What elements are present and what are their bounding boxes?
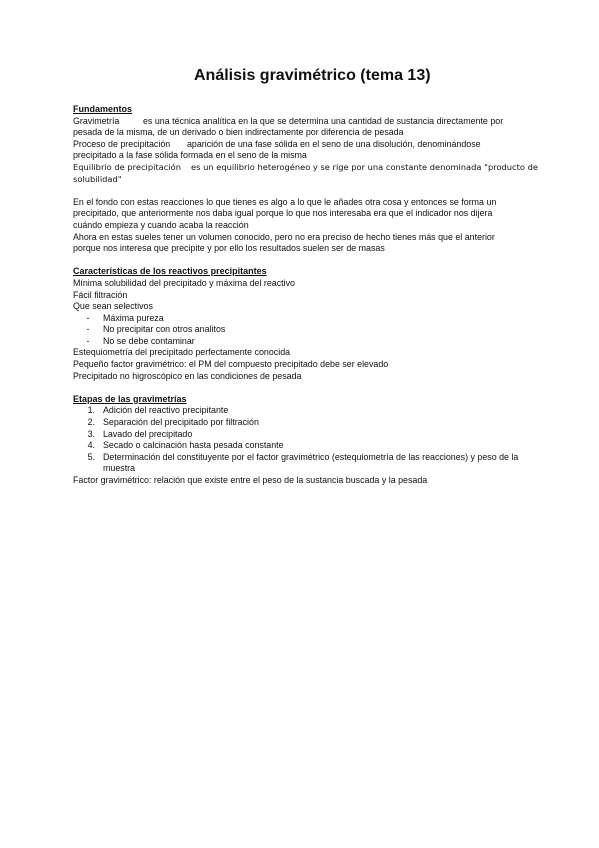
- list-item: [73, 417, 535, 429]
- section-heading-fundamentos: Fundamentos: [73, 104, 133, 114]
- text-line: Estequiometría del precipitado perfectamente conocida: [73, 347, 291, 358]
- text-line: Fácil filtración: [73, 289, 128, 300]
- definition-text: es un equilibrio heterogéneo y se rige por una constante denominada "producto de: [191, 161, 538, 172]
- definition-text: aparición de una fase sólida en el seno de una disolución, denominándose: [187, 138, 481, 149]
- list-number: 2.: [87, 417, 95, 428]
- definition-equilibrio: [73, 161, 538, 174]
- text-line: Factor gravimétrico: relación que existe entre el peso de la sustancia buscada y la pesada: [73, 475, 428, 485]
- definition-gravimetria: [73, 116, 535, 128]
- list-item: [73, 429, 535, 441]
- list-item-text: Máxima pureza: [103, 312, 164, 323]
- text-line: Precipitado no higroscópico en las condiciones de pesada: [73, 370, 302, 381]
- term-gravimetria: Gravimetría: [73, 115, 120, 126]
- definition-text: pesada de la misma, de un derivado o bien indirectamente por diferencia de pesada: [73, 127, 404, 138]
- list-item-text: Determinación del constituyente por el factor gravimétrico (estequiometría de las reacciones) y peso de la muestra: [103, 451, 519, 474]
- list-item-text: Separación del precipitado por filtración: [103, 417, 259, 428]
- bullet-marker: -: [86, 324, 90, 335]
- term-equilibrio-precipitacion: Equilibrio de precipitación: [73, 161, 181, 172]
- definition-text: precipitado a la fase sólida formada en el seno de la misma: [73, 150, 307, 161]
- list-item: [73, 324, 535, 336]
- list-item: [73, 336, 535, 348]
- definition-proceso: [73, 139, 535, 151]
- definition-text: solubilidad": [73, 173, 122, 184]
- section-heading-etapas: Etapas de las gravimetrías: [73, 393, 187, 404]
- text-line: Que sean selectivos: [73, 301, 153, 312]
- paragraph-line: porque nos interesa que precipite y por ello los resultados suelen ser de masas: [73, 243, 385, 254]
- definition-text: es una técnica analítica en la que se determina una cantidad de sustancia directamente por: [143, 115, 504, 126]
- list-item: [73, 405, 535, 417]
- term-proceso-precipitacion: Proceso de precipitación: [73, 138, 171, 149]
- page-title: Análisis gravimétrico (tema 13): [194, 67, 431, 84]
- paragraph-line: Ahora en estas sueles tener un volumen conocido, pero no era preciso de hecho tienes más que el anterior: [73, 231, 495, 242]
- paragraph-line: precipitado, que anteriormente nos daba igual porque lo que nos interesaba era que el indicador nos dijera: [73, 208, 493, 219]
- list-number: 4.: [87, 440, 95, 451]
- list-item-text: Adición del reactivo precipitante: [103, 405, 229, 416]
- list-number: 3.: [87, 428, 95, 439]
- list-item-text: Secado o calcinación hasta pesada constante: [103, 440, 284, 451]
- paragraph-line: cuándo empieza y cuando acaba la reacción: [73, 219, 249, 230]
- list-item: [73, 452, 535, 475]
- list-item-text: No precipitar con otros analitos: [103, 324, 226, 335]
- list-number: 5.: [87, 451, 95, 462]
- list-item: [73, 313, 535, 325]
- bullet-marker: -: [86, 312, 90, 323]
- list-item-text: Lavado del precipitado: [103, 428, 193, 439]
- text-line: Pequeño factor gravimétrico: el PM del compuesto precipitado debe ser elevado: [73, 359, 389, 370]
- list-item: [73, 440, 535, 452]
- bullet-marker: -: [86, 335, 90, 346]
- paragraph-line: En el fondo con estas reacciones lo que tienes es algo a lo que le añades otra cosa y entonces se forma un: [73, 196, 497, 207]
- text-line: Mínima solubilidad del precipitado y máxima del reactivo: [73, 277, 295, 288]
- section-heading-caracteristicas: Características de los reactivos precipitantes: [73, 266, 267, 277]
- list-number: 1.: [87, 405, 95, 416]
- list-item-text: No se debe contaminar: [103, 335, 195, 346]
- document-body: [73, 104, 538, 487]
